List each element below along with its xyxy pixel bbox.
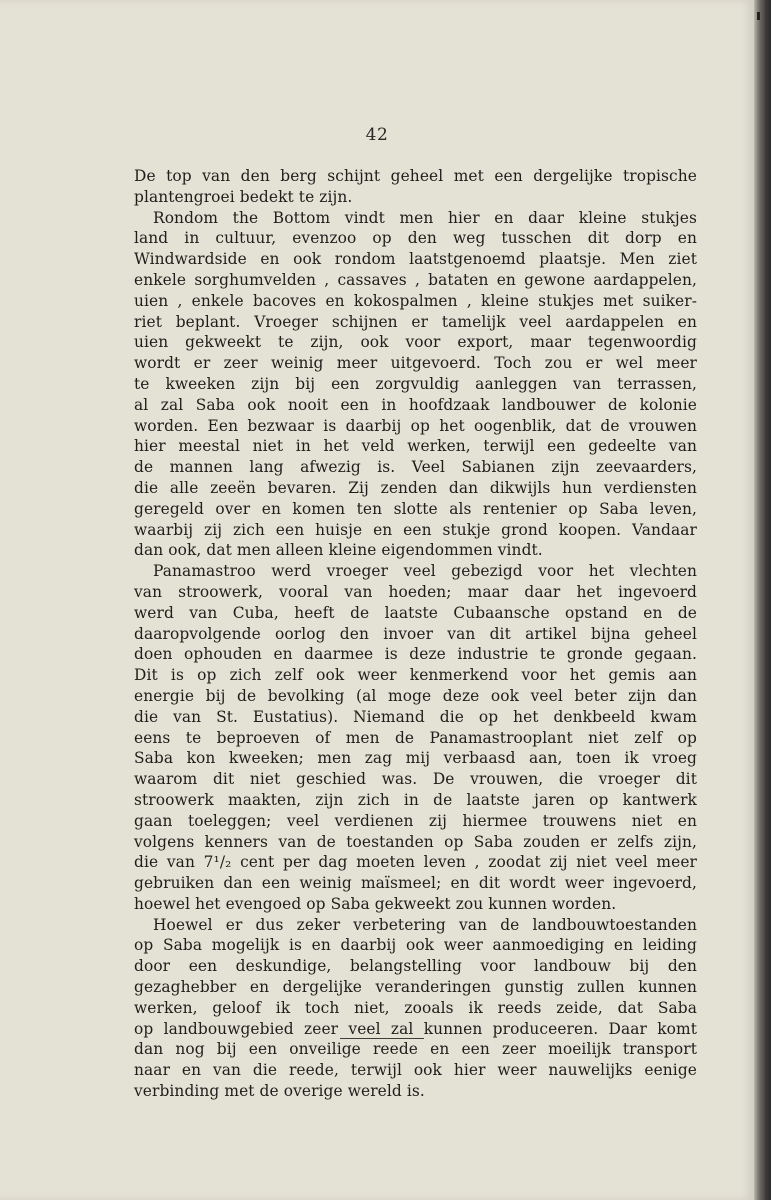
text-line: daaropvolgende oorlog den invoer van dit artikel bijna geheel (134, 624, 697, 643)
text-line: te kweeken zijn bij een zorgvuldig aanleggen van terrassen, (134, 374, 697, 393)
text-line: die van St. Eustatius). Niemand die op het denkbeeld kwam (134, 707, 697, 726)
text-line: De top van den berg schijnt geheel met een dergelijke tropische (134, 167, 697, 185)
body-text (134, 166, 697, 1102)
text-line: volgens kenners van de toestanden op Saba zouden er zelfs zijn, (134, 832, 697, 851)
text-line: Windwardside en ook rondom laatstgenoemd plaatsje. Men ziet (134, 250, 697, 269)
text-line: al zal Saba ook nooit een in hoofdzaak landbouwer de kolonie (134, 395, 697, 414)
text-line: op landbouwgebied zeer veel zal kunnen produceeren. Daar komt (134, 1019, 697, 1038)
text-line: werd van Cuba, heeft de laatste Cubaansche opstand en de (134, 603, 697, 622)
text-line: werken, geloof ik toch niet, zooals ik reeds zeide, dat Saba (134, 998, 697, 1017)
text-line: worden. Een bezwaar is daarbij op het oogenblik, dat de vrouwen (134, 416, 697, 435)
text-line: Dit is op zich zelf ook weer kenmerkend voor het gemis aan (134, 666, 697, 685)
text-line: geregeld over en komen ten slotte als rentenier op Saba leven, (134, 499, 697, 518)
text-line: gezaghebber en dergelijke veranderingen gunstig zullen kunnen (134, 978, 697, 997)
text-line: naar en van die reede, terwijl ook hier weer nauwelijks eenige (134, 1061, 697, 1080)
text-line: riet beplant. Vroeger schijnen er tamelijk veel aardappelen en (134, 312, 697, 331)
book-binding-edge (754, 0, 771, 1200)
text-line: uien , enkele bacoves en kokospalmen , kleine stukjes met suiker- (134, 291, 697, 310)
text-line: wordt er zeer weinig meer uitgevoerd. Toch zou er wel meer (134, 354, 697, 373)
text-line: door een deskundige, belangstelling voor landbouw bij den (134, 957, 697, 976)
text-line: waarbij zij zich een huisje en een stukje grond koopen. Vandaar (134, 520, 697, 539)
text-line: die alle zeeën bevaren. Zij zenden dan dikwijls hun verdiensten (134, 478, 697, 497)
text-line: energie bij de bevolking (al moge deze ook veel beter zijn dan (134, 686, 697, 705)
text-line: de mannen lang afwezig is. Veel Sabianen zijn zeevaarders, (134, 458, 697, 477)
text-line: waarom dit niet geschied was. De vrouwen, die vroeger dit (134, 770, 697, 789)
section-divider (340, 1038, 424, 1039)
text-line: dan nog bij een onveilige reede en een zeer moeilijk transport (134, 1040, 697, 1059)
text-line: Hoewel er dus zeker verbetering van de landbouwtoestanden (153, 915, 697, 934)
text-line: op Saba mogelijk is en daarbij ook weer aanmoediging en leiding (134, 936, 697, 955)
text-line: stroowerk maakten, zijn zich in de laatste jaren op kantwerk (134, 790, 697, 809)
text-line: doen ophouden en daarmee is deze industrie te gronde gegaan. (134, 645, 697, 664)
text-line: land in cultuur, evenzoo op den weg tusschen dit dorp en (134, 229, 697, 248)
text-line: hier meestal niet in het veld werken, terwijl een gedeelte van (134, 437, 697, 456)
text-line: enkele sorghumvelden , cassaves , bataten en gewone aardappelen, (134, 270, 697, 289)
text-line: eens te beproeven of men de Panamastrooplant niet zelf op (134, 728, 697, 747)
text-line: verbinding met de overige wereld is. (134, 1082, 425, 1101)
text-line: gaan toeleggen; veel verdienen zij hiermee trouwens niet en (134, 811, 697, 830)
binding-mark (757, 12, 760, 20)
text-line: plantengroei bedekt te zijn. (134, 187, 353, 206)
text-line: Panamastroo werd vroeger veel gebezigd voor het vlechten (153, 562, 697, 581)
text-line: Rondom the Bottom vindt men hier en daar kleine stukjes (153, 208, 697, 227)
page-number: 42 (365, 125, 389, 145)
text-line: die van 7¹/₂ cent per dag moeten leven , zoodat zij niet veel meer (134, 853, 697, 872)
text-line: dan ook, dat men alleen kleine eigendommen vindt. (134, 541, 543, 560)
text-line: hoewel het evengoed op Saba gekweekt zou kunnen worden. (134, 894, 617, 913)
text-line: uien gekweekt te zijn, ook voor export, maar tegenwoordig (134, 333, 697, 352)
text-line: Saba kon kweeken; men zag mij verbaasd aan, toen ik vroeg (134, 749, 697, 768)
text-line: gebruiken dan een weinig maïsmeel; en dit wordt weer ingevoerd, (134, 874, 697, 893)
text-line: van stroowerk, vooral van hoeden; maar daar het ingevoerd (134, 582, 697, 601)
